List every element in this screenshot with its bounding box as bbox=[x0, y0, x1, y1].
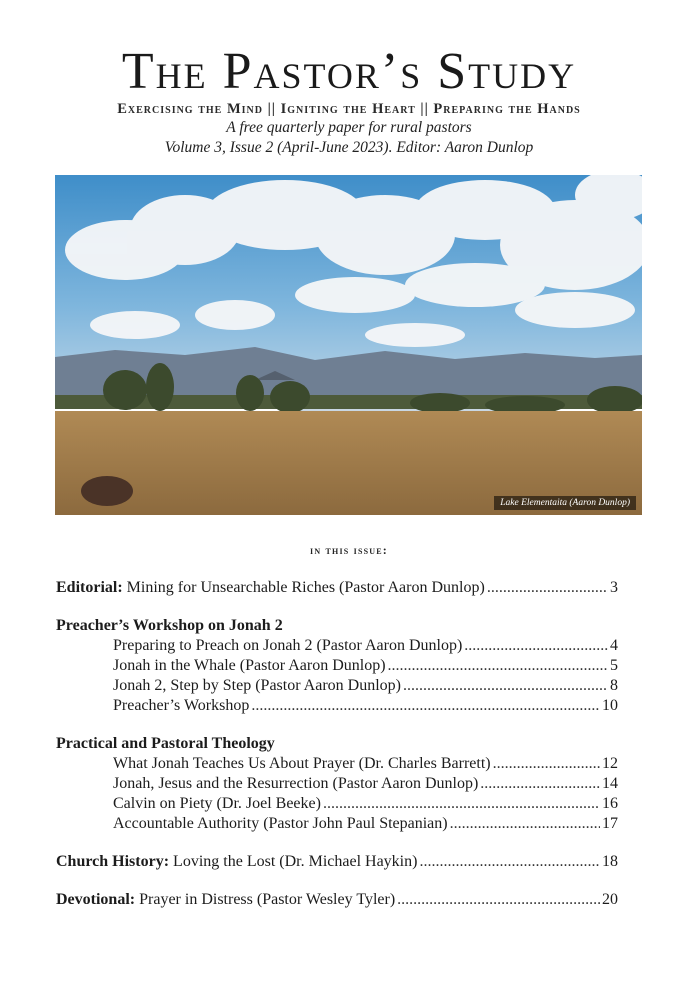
page-title: The Pastor’s Study bbox=[121, 43, 577, 100]
toc-page-number: 5 bbox=[610, 657, 618, 674]
toc-entry-title: Calvin on Piety (Dr. Joel Beeke) bbox=[113, 795, 321, 812]
toc-entry-title: Jonah 2, Step by Step (Pastor Aaron Dunlop) bbox=[113, 677, 401, 694]
toc-page-number: 8 bbox=[610, 677, 618, 694]
toc-entry[interactable] bbox=[56, 890, 618, 910]
leader-dots bbox=[388, 656, 608, 676]
toc-page-number: 18 bbox=[602, 853, 618, 870]
toc-entry-title: Preparing to Preach on Jonah 2 (Pastor Aaron Dunlop) bbox=[113, 637, 463, 654]
toc-workshop bbox=[56, 616, 618, 716]
toc-category: Devotional: bbox=[56, 891, 136, 908]
toc-entry-title: Jonah, Jesus and the Resurrection (Pastor Aaron Dunlop) bbox=[113, 775, 479, 792]
leader-dots bbox=[464, 636, 608, 656]
toc-entry[interactable] bbox=[56, 696, 618, 716]
toc-category: Editorial: bbox=[56, 579, 123, 596]
photo-caption: Lake Elementaita (Aaron Dunlop) bbox=[494, 496, 636, 510]
toc-entry-title: Mining for Unsearchable Riches (Pastor Aaron Dunlop) bbox=[122, 579, 485, 596]
leader-dots bbox=[419, 852, 600, 872]
masthead-subtitle: Exercising the Mind || Igniting the Heart || Preparing the Hands bbox=[117, 101, 581, 117]
masthead bbox=[0, 44, 698, 158]
toc-entry[interactable] bbox=[56, 636, 618, 656]
toc-entry-title: Accountable Authority (Pastor John Paul Stepanian) bbox=[113, 815, 448, 832]
in-this-issue-heading: in this issue: bbox=[310, 543, 388, 557]
toc-history bbox=[56, 852, 618, 872]
leader-dots bbox=[487, 578, 608, 598]
landscape-image bbox=[55, 175, 642, 515]
leader-dots bbox=[480, 774, 600, 794]
toc-page-number: 20 bbox=[602, 891, 618, 908]
leader-dots bbox=[251, 696, 600, 716]
toc-entry-title: Jonah in the Whale (Pastor Aaron Dunlop) bbox=[113, 657, 386, 674]
toc-section-heading: Preacher’s Workshop on Jonah 2 bbox=[56, 617, 283, 634]
toc-entry-title: Loving the Lost (Dr. Michael Haykin) bbox=[169, 853, 418, 870]
toc-practical bbox=[56, 734, 618, 834]
leader-dots bbox=[397, 890, 600, 910]
toc-devotional bbox=[56, 890, 618, 910]
toc-category: Church History: bbox=[56, 853, 170, 870]
toc-entry-title: Prayer in Distress (Pastor Wesley Tyler) bbox=[135, 891, 396, 908]
leader-dots bbox=[403, 676, 608, 696]
leader-dots bbox=[450, 814, 600, 834]
masthead-tagline: A free quarterly paper for rural pastors bbox=[226, 119, 472, 136]
toc-page-number: 3 bbox=[610, 579, 618, 596]
toc-entry[interactable] bbox=[56, 794, 618, 814]
toc-entry-title: What Jonah Teaches Us About Prayer (Dr. Charles Barrett) bbox=[113, 755, 491, 772]
toc-entry[interactable] bbox=[56, 774, 618, 794]
table-of-contents bbox=[56, 578, 618, 928]
cover-photo bbox=[55, 175, 642, 515]
leader-dots bbox=[493, 754, 600, 774]
toc-entry[interactable] bbox=[56, 676, 618, 696]
toc-entry-title: Preacher’s Workshop bbox=[113, 697, 250, 714]
toc-page-number: 16 bbox=[602, 795, 618, 812]
toc-page-number: 14 bbox=[602, 775, 618, 792]
toc-editorial bbox=[56, 578, 618, 598]
toc-entry[interactable] bbox=[56, 656, 618, 676]
toc-entry[interactable] bbox=[56, 814, 618, 834]
toc-entry[interactable] bbox=[56, 578, 618, 598]
masthead-volume: Volume 3, Issue 2 (April-June 2023). Editor: Aaron Dunlop bbox=[164, 139, 534, 156]
toc-page-number: 4 bbox=[610, 637, 618, 654]
toc-section-heading: Practical and Pastoral Theology bbox=[56, 735, 275, 752]
toc-page-number: 12 bbox=[602, 755, 618, 772]
leader-dots bbox=[323, 794, 600, 814]
toc-entry[interactable] bbox=[56, 754, 618, 774]
toc-page-number: 10 bbox=[602, 697, 618, 714]
toc-page-number: 17 bbox=[602, 815, 618, 832]
toc-entry[interactable] bbox=[56, 852, 618, 872]
